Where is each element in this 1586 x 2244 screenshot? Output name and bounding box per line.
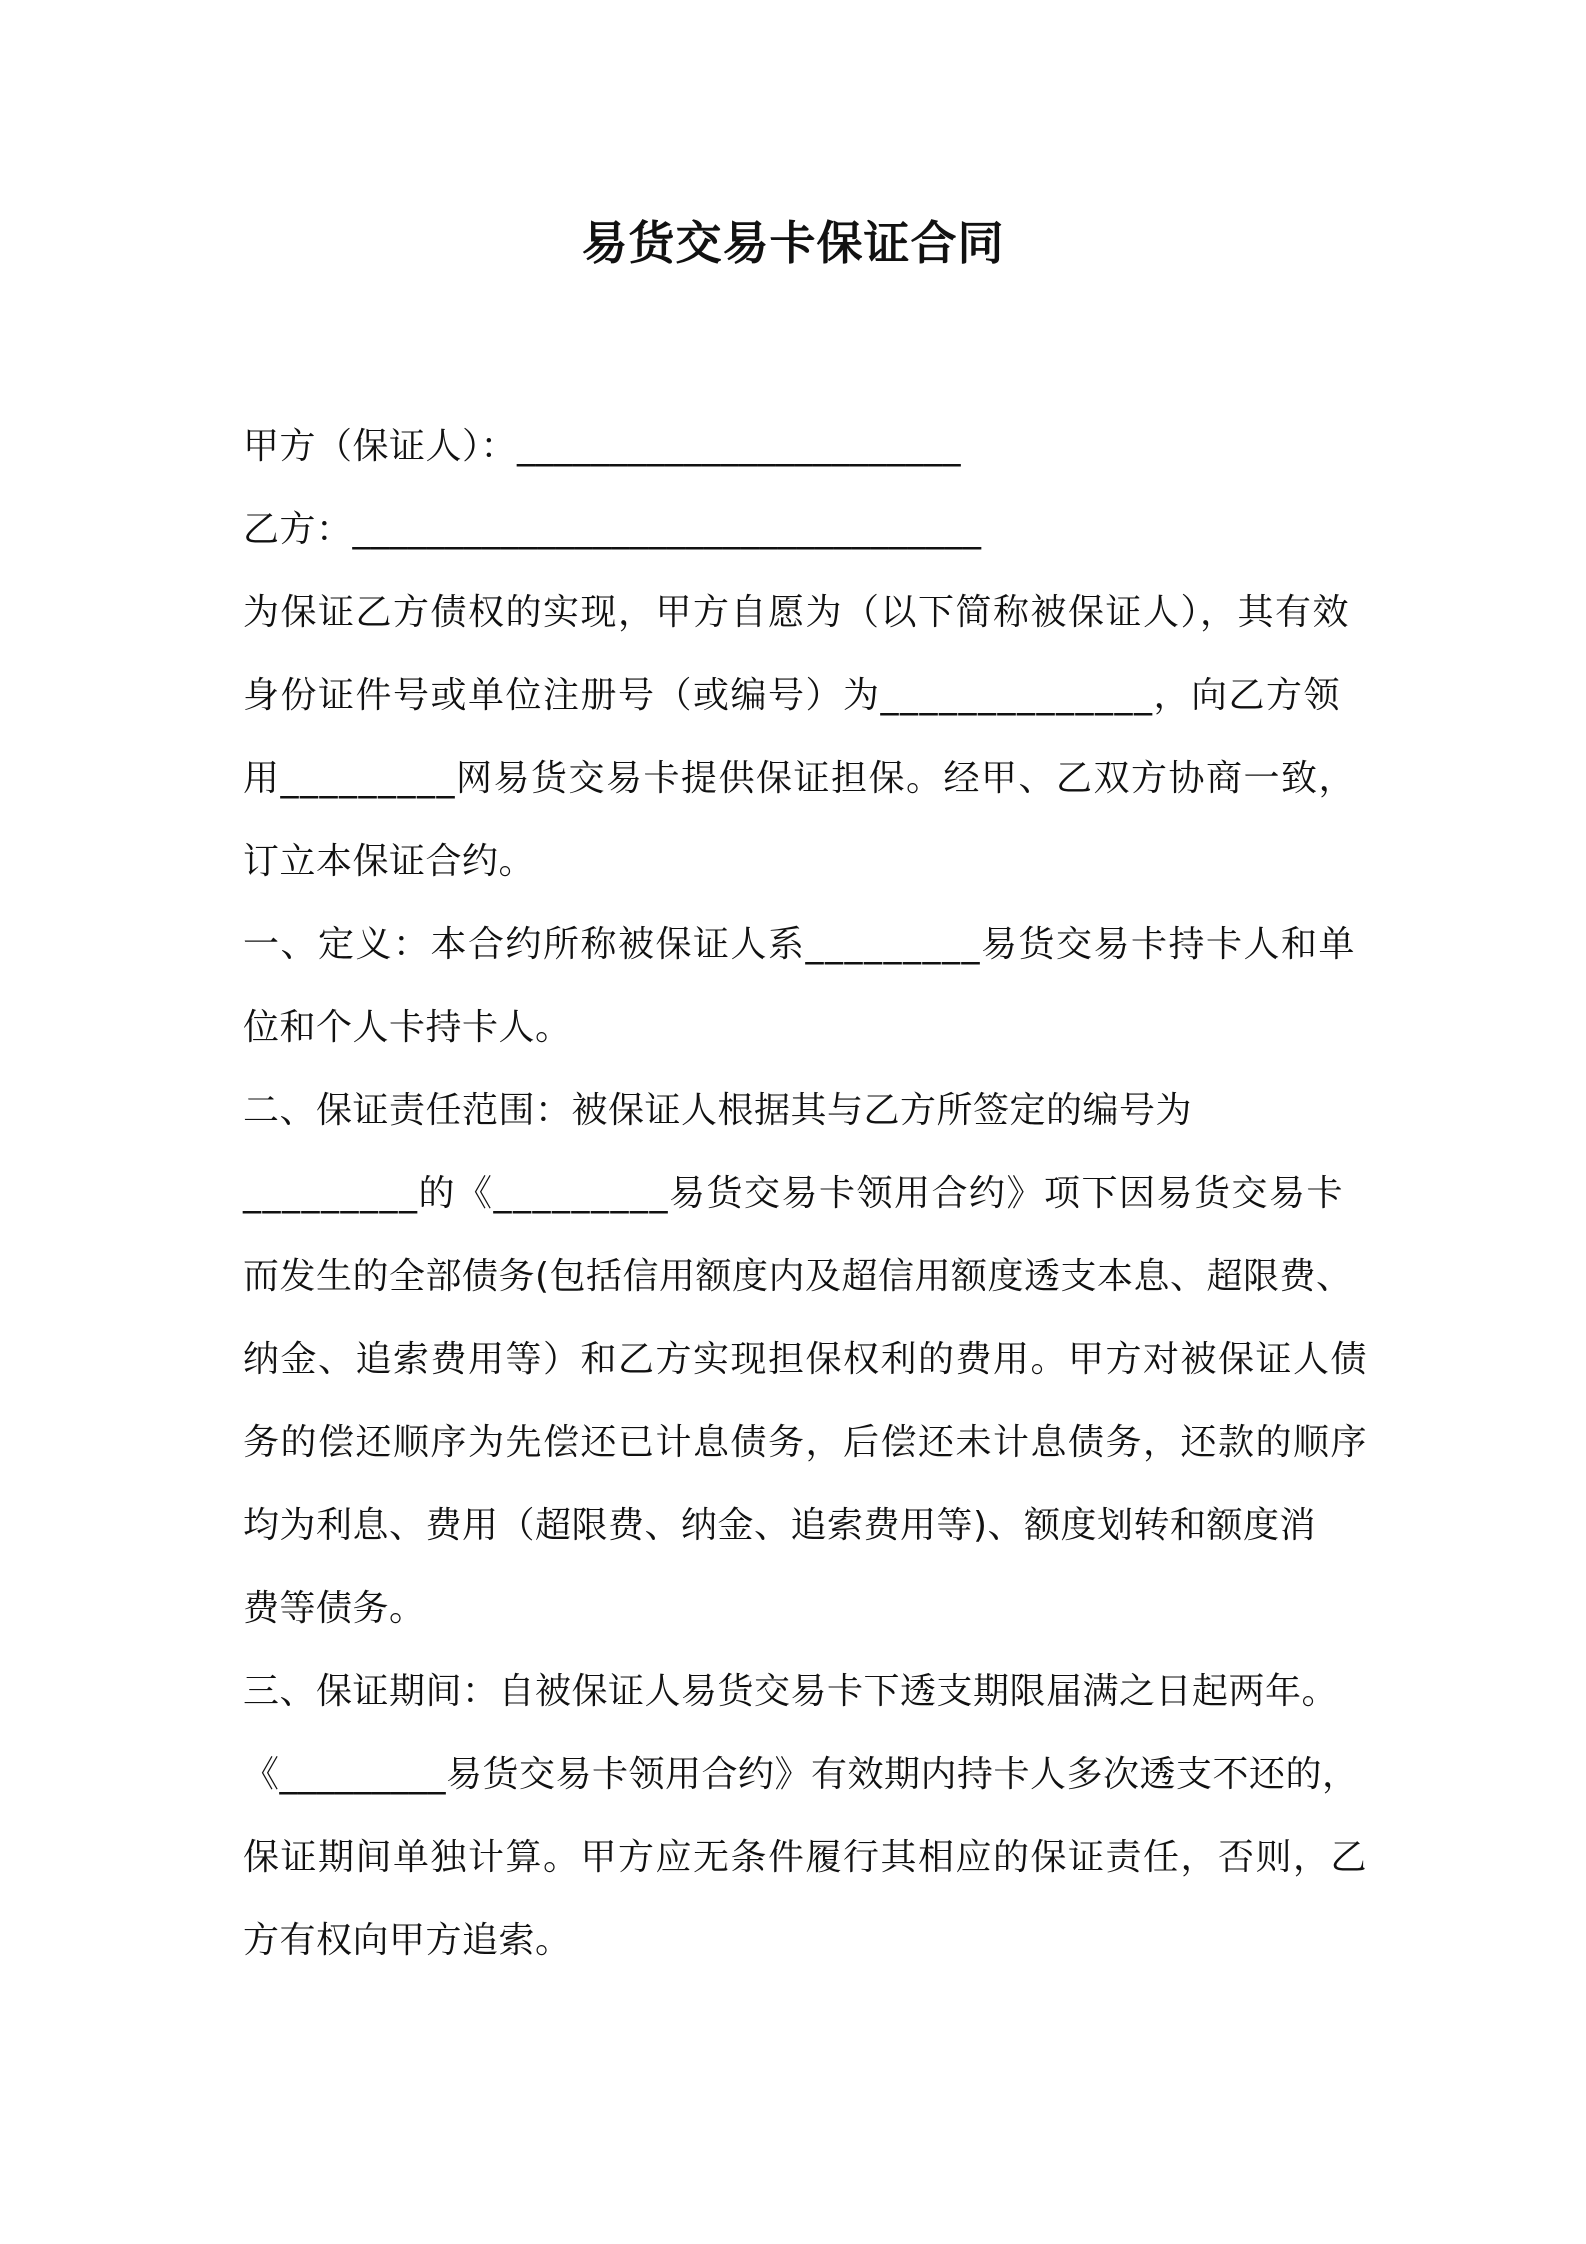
- clause-2-line: _________的《_________易货交易卡领用合约》项下因易货交易卡: [243, 1173, 1345, 1214]
- preamble-line: 订立本保证合约。: [243, 841, 536, 882]
- clause-2-line: 而发生的全部债务(包括信用额度内及超信用额度透支本息、超限费、: [243, 1256, 1353, 1297]
- preamble-line: 身份证件号或单位注册号（或编号）为______________，向乙方领: [243, 675, 1342, 716]
- clause-2-line: 均为利息、费用（超限费、纳金、追索费用等)、额度划转和额度消: [243, 1505, 1317, 1546]
- clause-3-line: 保证期间单独计算。甲方应无条件履行其相应的保证责任，否则，乙: [243, 1837, 1369, 1878]
- clause-2-line: 务的偿还顺序为先偿还已计息债务，后偿还未计息债务，还款的顺序: [243, 1422, 1369, 1463]
- document-title: 易货交易卡保证合同: [581, 216, 1005, 270]
- clause-2-line: 费等债务。: [243, 1588, 426, 1629]
- clause-1-line: 位和个人卡持卡人。: [243, 1007, 572, 1048]
- clause-3-line: 三、保证期间：自被保证人易货交易卡下透支期限届满之日起两年。: [243, 1671, 1339, 1712]
- preamble-line: 为保证乙方债权的实现，甲方自愿为（以下简称被保证人），其有效: [243, 592, 1351, 633]
- clause-3-line: 《_________易货交易卡领用合约》有效期内持卡人多次透支不还的，: [243, 1754, 1359, 1795]
- party-a-line: 甲方（保证人）：________________________: [243, 426, 962, 467]
- party-b-line: 乙方：__________________________________: [243, 509, 982, 550]
- preamble-line: 用_________网易货交易卡提供保证担保。经甲、乙双方协商一致，: [243, 758, 1357, 799]
- clause-2-line: 二、保证责任范围：被保证人根据其与乙方所签定的编号为: [243, 1090, 1193, 1131]
- clause-2-line: 纳金、追索费用等）和乙方实现担保权利的费用。甲方对被保证人债: [243, 1339, 1369, 1380]
- document-body: [243, 405, 1369, 1982]
- clause-3-line: 方有权向甲方追索。: [243, 1920, 572, 1961]
- clause-1-line: 一、定义：本合约所称被保证人系_________易货交易卡持卡人和单: [243, 924, 1357, 965]
